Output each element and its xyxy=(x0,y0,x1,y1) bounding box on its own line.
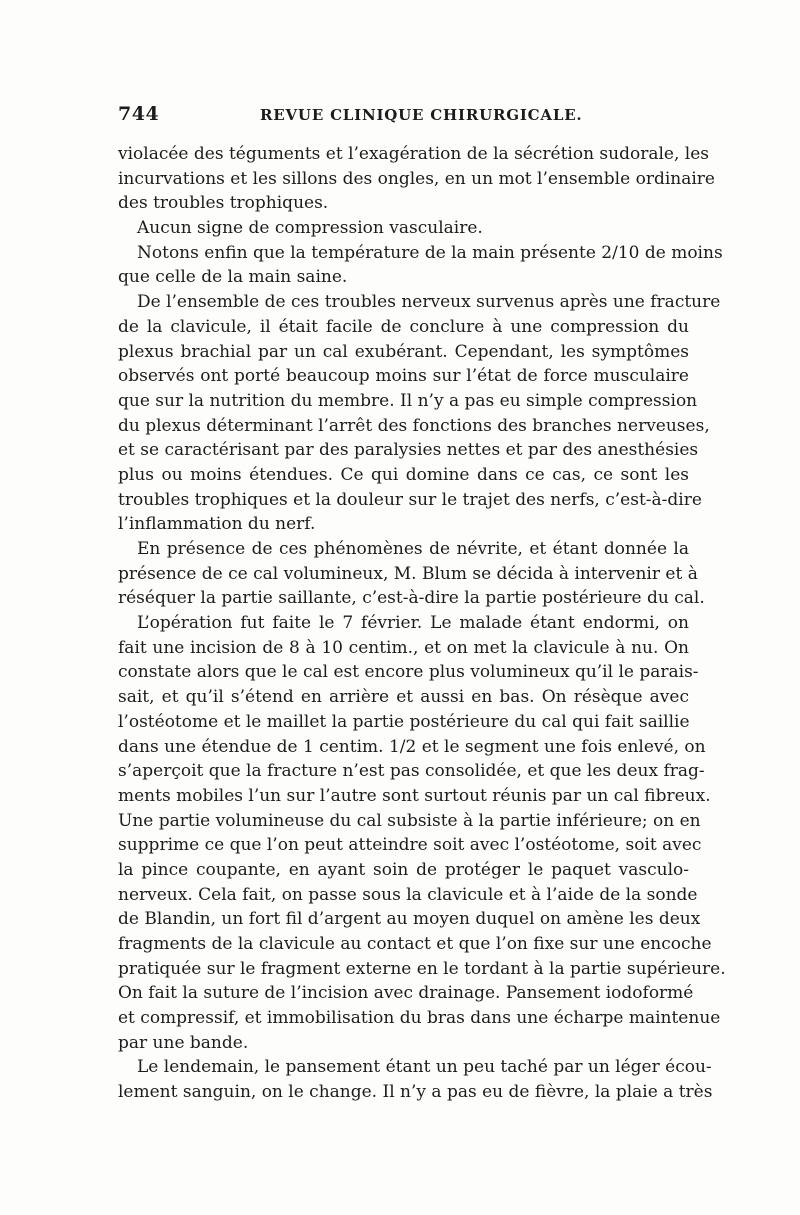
text-line: par une bande. xyxy=(118,1032,249,1053)
text-line: réséquer la partie saillante, c’est-à-dire la partie postérieure du cal. xyxy=(118,588,705,609)
text-line: violacée des téguments et l’exagération de la sécrétion sudorale, les xyxy=(118,144,710,164)
text-line: et compressif, et immobilisation du bras dans une écharpe maintenue xyxy=(118,1008,721,1029)
text-line: de Blandin, un fort fil d’argent au moyen duquel on amène les deux xyxy=(118,909,701,930)
text-line: ments mobiles l’un sur l’autre sont surtout réunis par un cal fibreux. xyxy=(118,785,711,806)
text-line: sait, et qu’il s’étend en arrière et aussi en bas. On résèque avec xyxy=(118,687,689,708)
text-line: Une partie volumineuse du cal subsiste à la partie inférieure; on en xyxy=(118,810,701,831)
text-line: la pince coupante, en ayant soin de protéger le paquet vasculo- xyxy=(118,859,689,880)
body-text xyxy=(118,142,726,1105)
text-line: plus ou moins étendues. Ce qui domine dans ce cas, ce sont les xyxy=(118,464,689,485)
text-line: que sur la nutrition du membre. Il n’y a pas eu simple compression xyxy=(118,390,698,411)
text-line: En présence de ces phénomènes de névrite, et étant donnée la xyxy=(137,539,689,559)
text-line: fait une incision de 8 à 10 centim., et on met la clavicule à nu. On xyxy=(118,637,689,658)
text-line: lement sanguin, on le change. Il n’y a pas eu de fièvre, la plaie a très xyxy=(118,1082,713,1103)
text-line: dans une étendue de 1 centim. 1/2 et le segment une fois enlevé, on xyxy=(118,736,706,757)
text-line: L’opération fut faite le 7 février. Le malade étant endormi, on xyxy=(137,613,689,634)
text-line: De l’ensemble de ces troubles nerveux survenus après une fracture xyxy=(137,292,721,313)
text-line: Aucun signe de compression vasculaire. xyxy=(137,218,483,239)
text-line: supprime ce que l’on peut atteindre soit avec l’ostéotome, soit avec xyxy=(118,835,702,856)
text-line: fragments de la clavicule au contact et que l’on fixe sur une encoche xyxy=(118,934,712,954)
text-line: présence de ce cal volumineux, M. Blum se décida à intervenir et à xyxy=(118,563,698,584)
text-line: Le lendemain, le pansement étant un peu taché par un léger écou- xyxy=(137,1057,712,1078)
text-line: s’aperçoit que la fracture n’est pas consolidée, et que les deux frag- xyxy=(118,761,705,782)
running-title: REVUE CLINIQUE CHIRURGICALE. xyxy=(260,106,583,124)
text-line: l’inflammation du nerf. xyxy=(118,514,316,535)
text-line: pratiquée sur le fragment externe en le tordant à la partie supérieure. xyxy=(118,958,726,979)
text-line: constate alors que le cal est encore plus volumineux qu’il le parais- xyxy=(118,662,699,683)
text-line: et se caractérisant par des paralysies nettes et par des anesthésies xyxy=(118,440,699,461)
text-line: incurvations et les sillons des ongles, en un mot l’ensemble ordinaire xyxy=(118,168,715,189)
text-line: Notons enfin que la température de la main présente 2/10 de moins xyxy=(137,242,723,263)
text-line: troubles trophiques et la douleur sur le trajet des nerfs, c’est-à-dire xyxy=(118,489,702,510)
text-line: des troubles trophiques. xyxy=(118,193,329,214)
text-line: de la clavicule, il était facile de conclure à une compression du xyxy=(118,316,689,337)
text-line: nerveux. Cela fait, on passe sous la clavicule et à l’aide de la sonde xyxy=(118,884,698,905)
text-line: l’ostéotome et le maillet la partie postérieure du cal qui fait saillie xyxy=(118,711,690,732)
text-line: On fait la suture de l’incision avec drainage. Pansement iodoformé xyxy=(118,983,694,1004)
text-line: observés ont porté beaucoup moins sur l’état de force musculaire xyxy=(118,366,689,387)
text-line: du plexus déterminant l’arrêt des fonctions des branches nerveuses, xyxy=(118,415,710,436)
page-header xyxy=(118,103,688,129)
page-number: 744 xyxy=(118,103,160,125)
text-line: que celle de la main saine. xyxy=(118,267,348,288)
text-line: plexus brachial par un cal exubérant. Cependant, les symptômes xyxy=(118,341,689,362)
